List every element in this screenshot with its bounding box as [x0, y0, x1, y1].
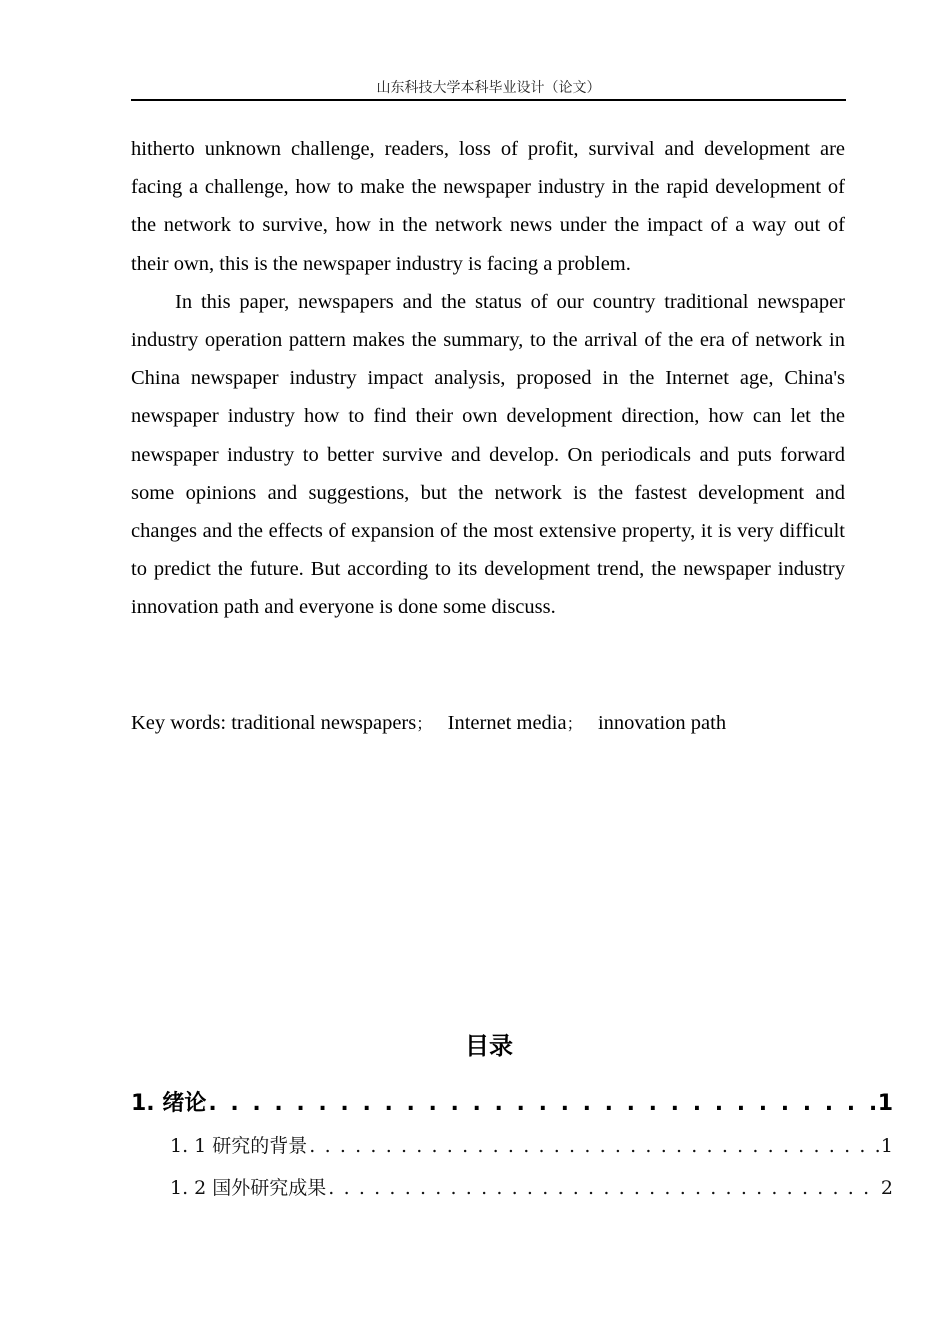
toc-entry-section-1-2[interactable] [170, 1172, 893, 1204]
toc-entry-label: 1. 1 研究的背景 [170, 1135, 308, 1157]
keyword-separator: ； [416, 714, 433, 733]
toc-entry-page: 1 [877, 1091, 893, 1116]
toc-entry-section-1-1[interactable] [170, 1130, 893, 1162]
toc-leader-dots [208, 1086, 875, 1122]
page-header [131, 78, 846, 101]
toc-entry-label: 1. 绪论 [131, 1091, 207, 1116]
keywords-label: Key words: [131, 712, 232, 734]
keyword-separator: ； [566, 714, 583, 733]
keyword-item: innovation path [597, 712, 727, 734]
abstract-paragraph: hitherto unknown challenge, readers, loss of profit, survival and development are facing a challenge, how to make the newspaper industry in the rapid development of the network to survive, how in the network news under the impact of a way out of their own, this is the newspaper industry is facing a problem. [131, 138, 845, 275]
keyword-item: traditional newspapers [231, 712, 417, 734]
toc-entry-chapter-1[interactable] [131, 1086, 893, 1122]
abstract-body [131, 130, 845, 627]
toc-leader-dots [309, 1130, 879, 1162]
toc-title: 目录 [465, 1032, 513, 1060]
toc-entry-label: 1. 2 国外研究成果 [170, 1177, 327, 1199]
toc-entry-page: 2 [880, 1177, 893, 1199]
toc-entry-page: 1 [880, 1135, 893, 1157]
toc-leader-dots [328, 1172, 879, 1204]
keywords-line [131, 704, 845, 743]
header-title: 山东科技大学本科毕业设计（论文） [376, 80, 601, 96]
keyword-item: Internet media [447, 712, 567, 734]
abstract-paragraph: In this paper, newspapers and the status of our country traditional newspaper industry operation pattern makes the summary, to the arrival of the era of network in China newspaper industry impact analysis, proposed in the Internet age, China's newspaper industry how to find their own development direction, how can let the newspaper industry to better survive and develop. On periodicals and puts forward some opinions and suggestions, but the network is the fastest development and changes and the effects of expansion of the most extensive property, it is very difficult to predict the future. But according to its development trend, the newspaper industry innovation path and everyone is done some discuss. [131, 290, 845, 619]
